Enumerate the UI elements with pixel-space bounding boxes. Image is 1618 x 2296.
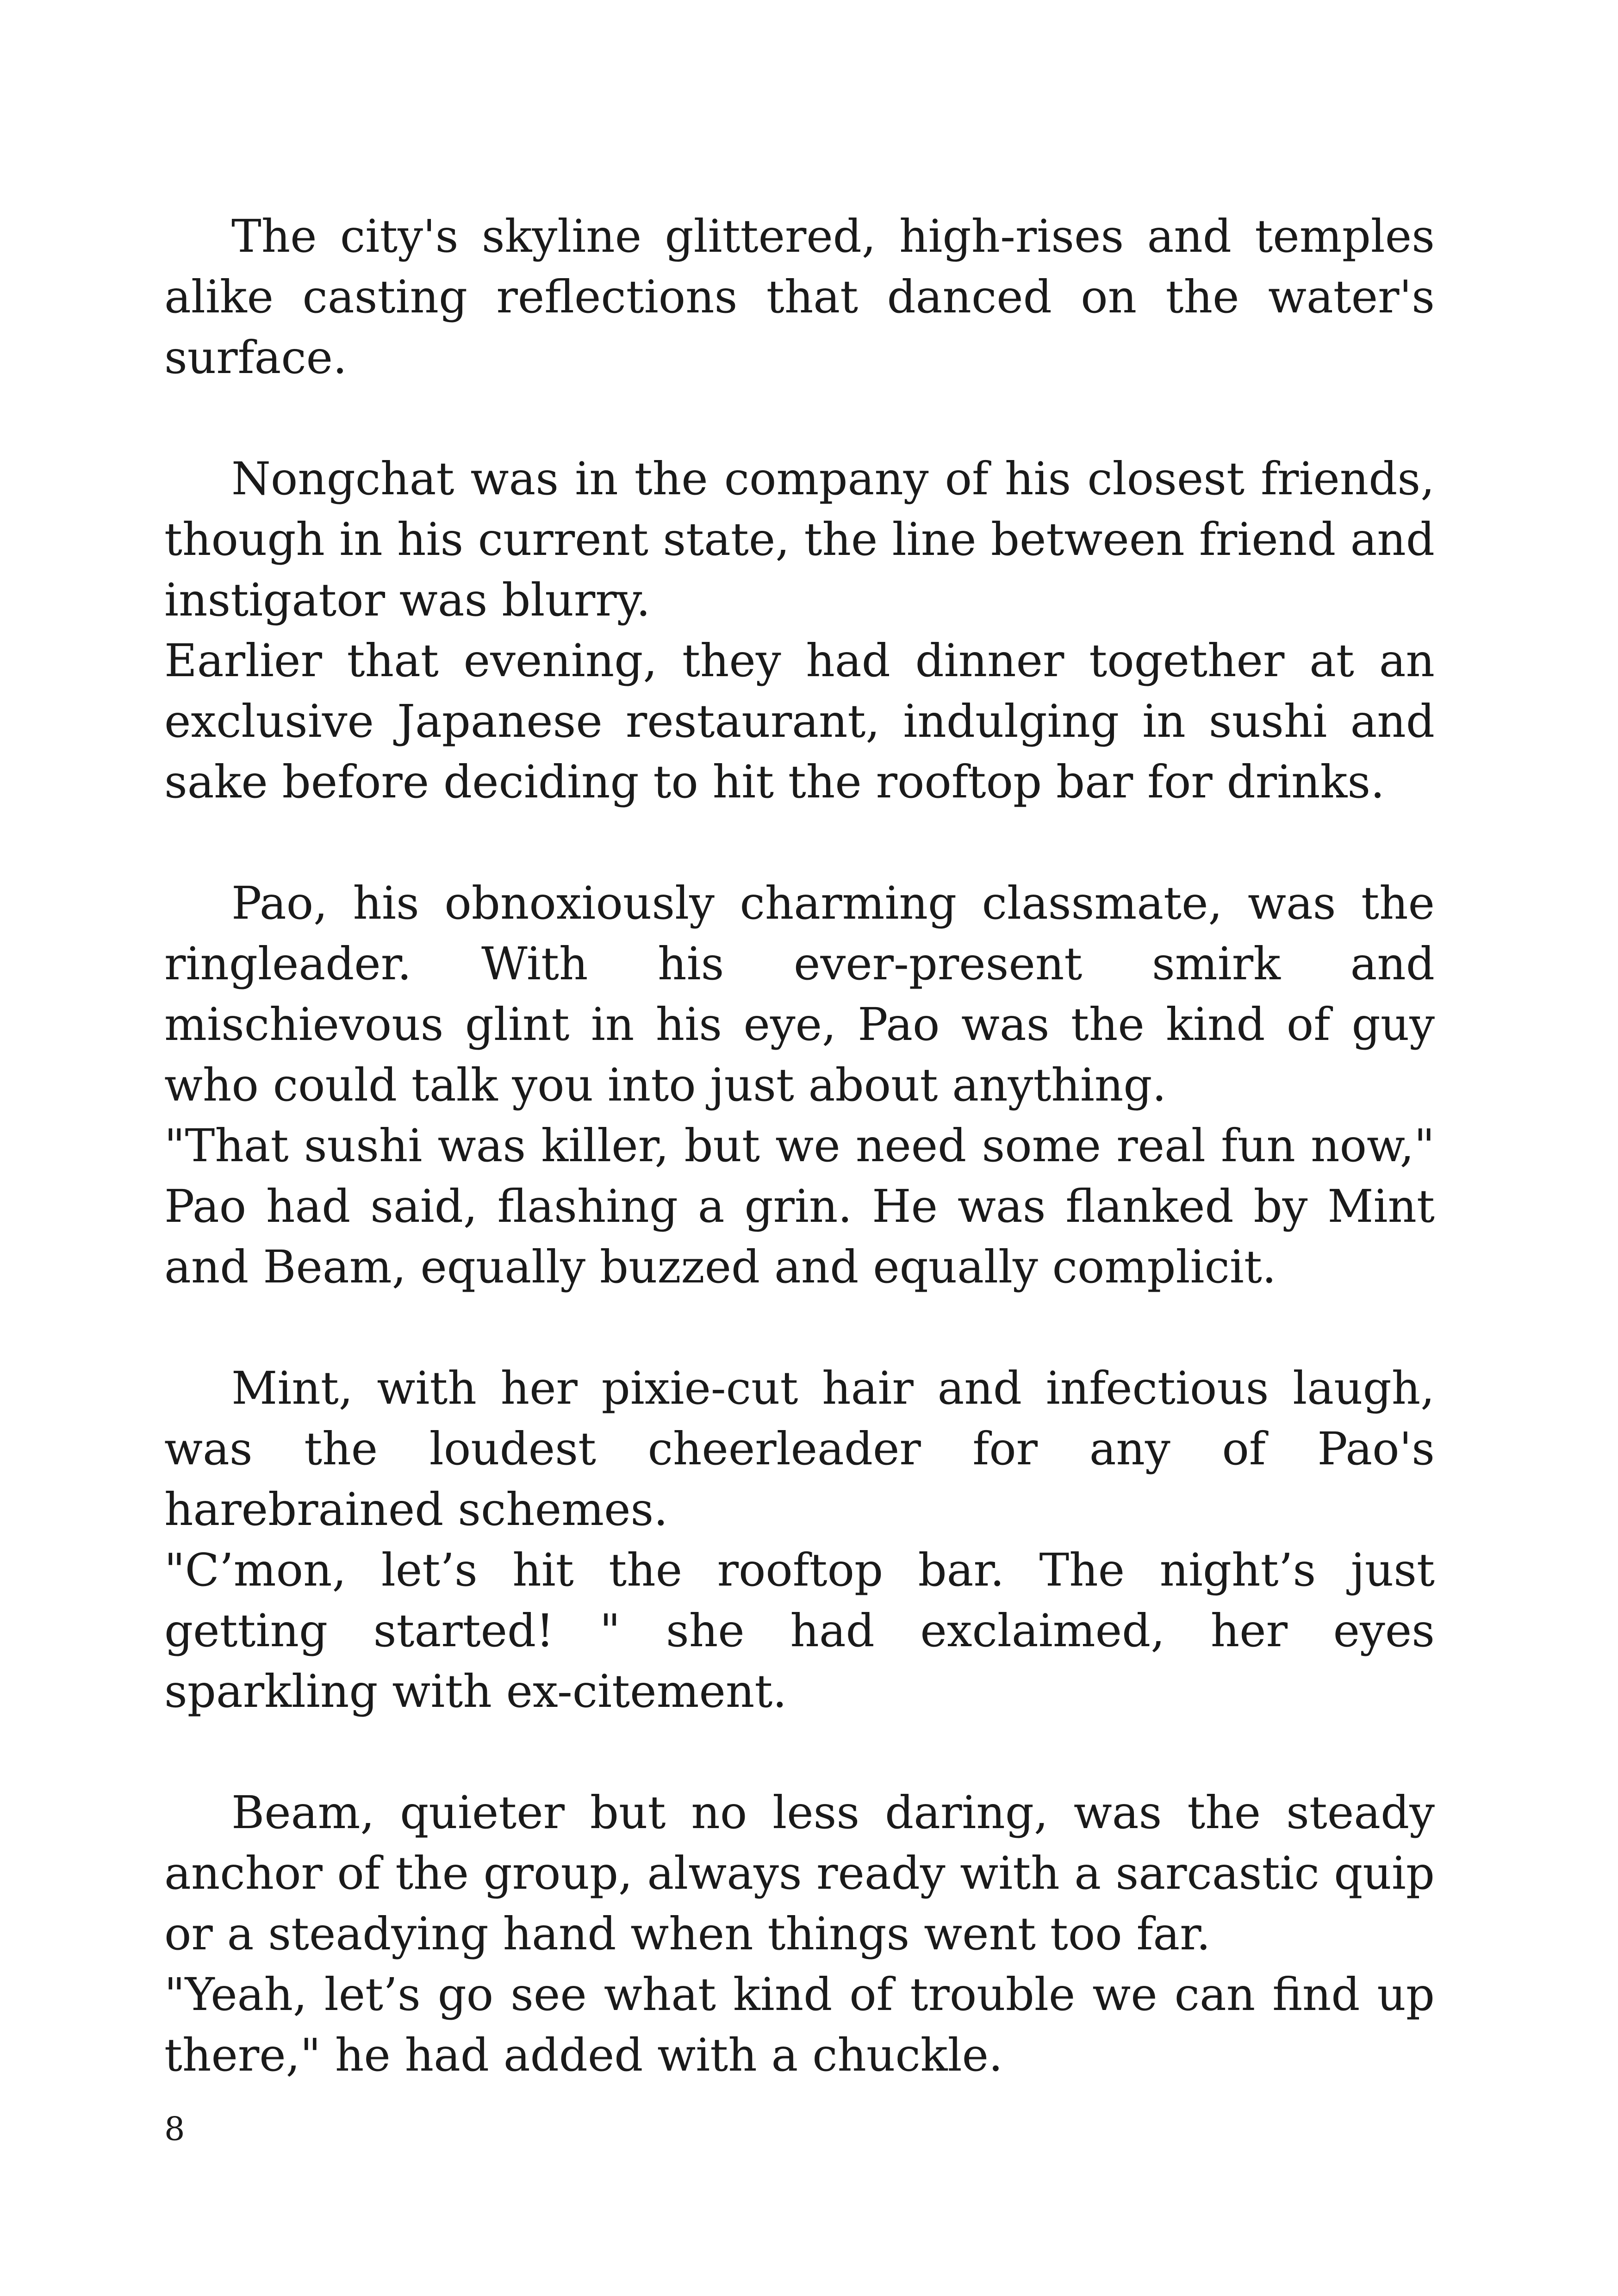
paragraph-pao: Pao, his obnoxiously charming classmate, was the ringleader. With his ever-present smirk and mischievous glint in his eye, Pao was the kind of guy who could talk you into just about anything. <box>164 877 1435 1111</box>
body-text <box>164 206 1435 2085</box>
page-number: 8 <box>164 2110 185 2148</box>
paragraph-beam-quote: "Yeah, let’s go see what kind of trouble we can find up there," he had added with a chuckle. <box>164 1968 1435 2081</box>
paragraph-dinner: Earlier that evening, they had dinner together at an exclusive Japanese restaurant, indulging in sushi and sake before deciding to hit the rooftop bar for drinks. <box>164 635 1435 808</box>
paragraph-mint-quote: "C’mon, let’s hit the rooftop bar. The night’s just getting started! " she had exclaimed, her eyes sparkling with ex-citement. <box>164 1544 1435 1717</box>
paragraph-mint: Mint, with her pixie-cut hair and infectious laugh, was the loudest cheerleader for any of Pao's harebrained schemes. <box>164 1362 1435 1536</box>
paragraph-skyline: The city's skyline glittered, high-rises and temples alike casting reflections that danced on the water's surface. <box>164 210 1435 384</box>
paragraph-beam: Beam, quieter but no less daring, was the steady anchor of the group, always ready with a sarcastic quip or a steadying hand when things went too far. <box>164 1786 1435 1960</box>
paragraph-pao-quote: "That sushi was killer, but we need some real fun now," Pao had said, flashing a grin. He was flanked by Mint and Beam, equally buzzed and equally complicit. <box>164 1120 1435 1293</box>
paragraph-nongchat: Nongchat was in the company of his closest friends, though in his current state, the line between friend and instigator was blurry. <box>164 453 1435 626</box>
